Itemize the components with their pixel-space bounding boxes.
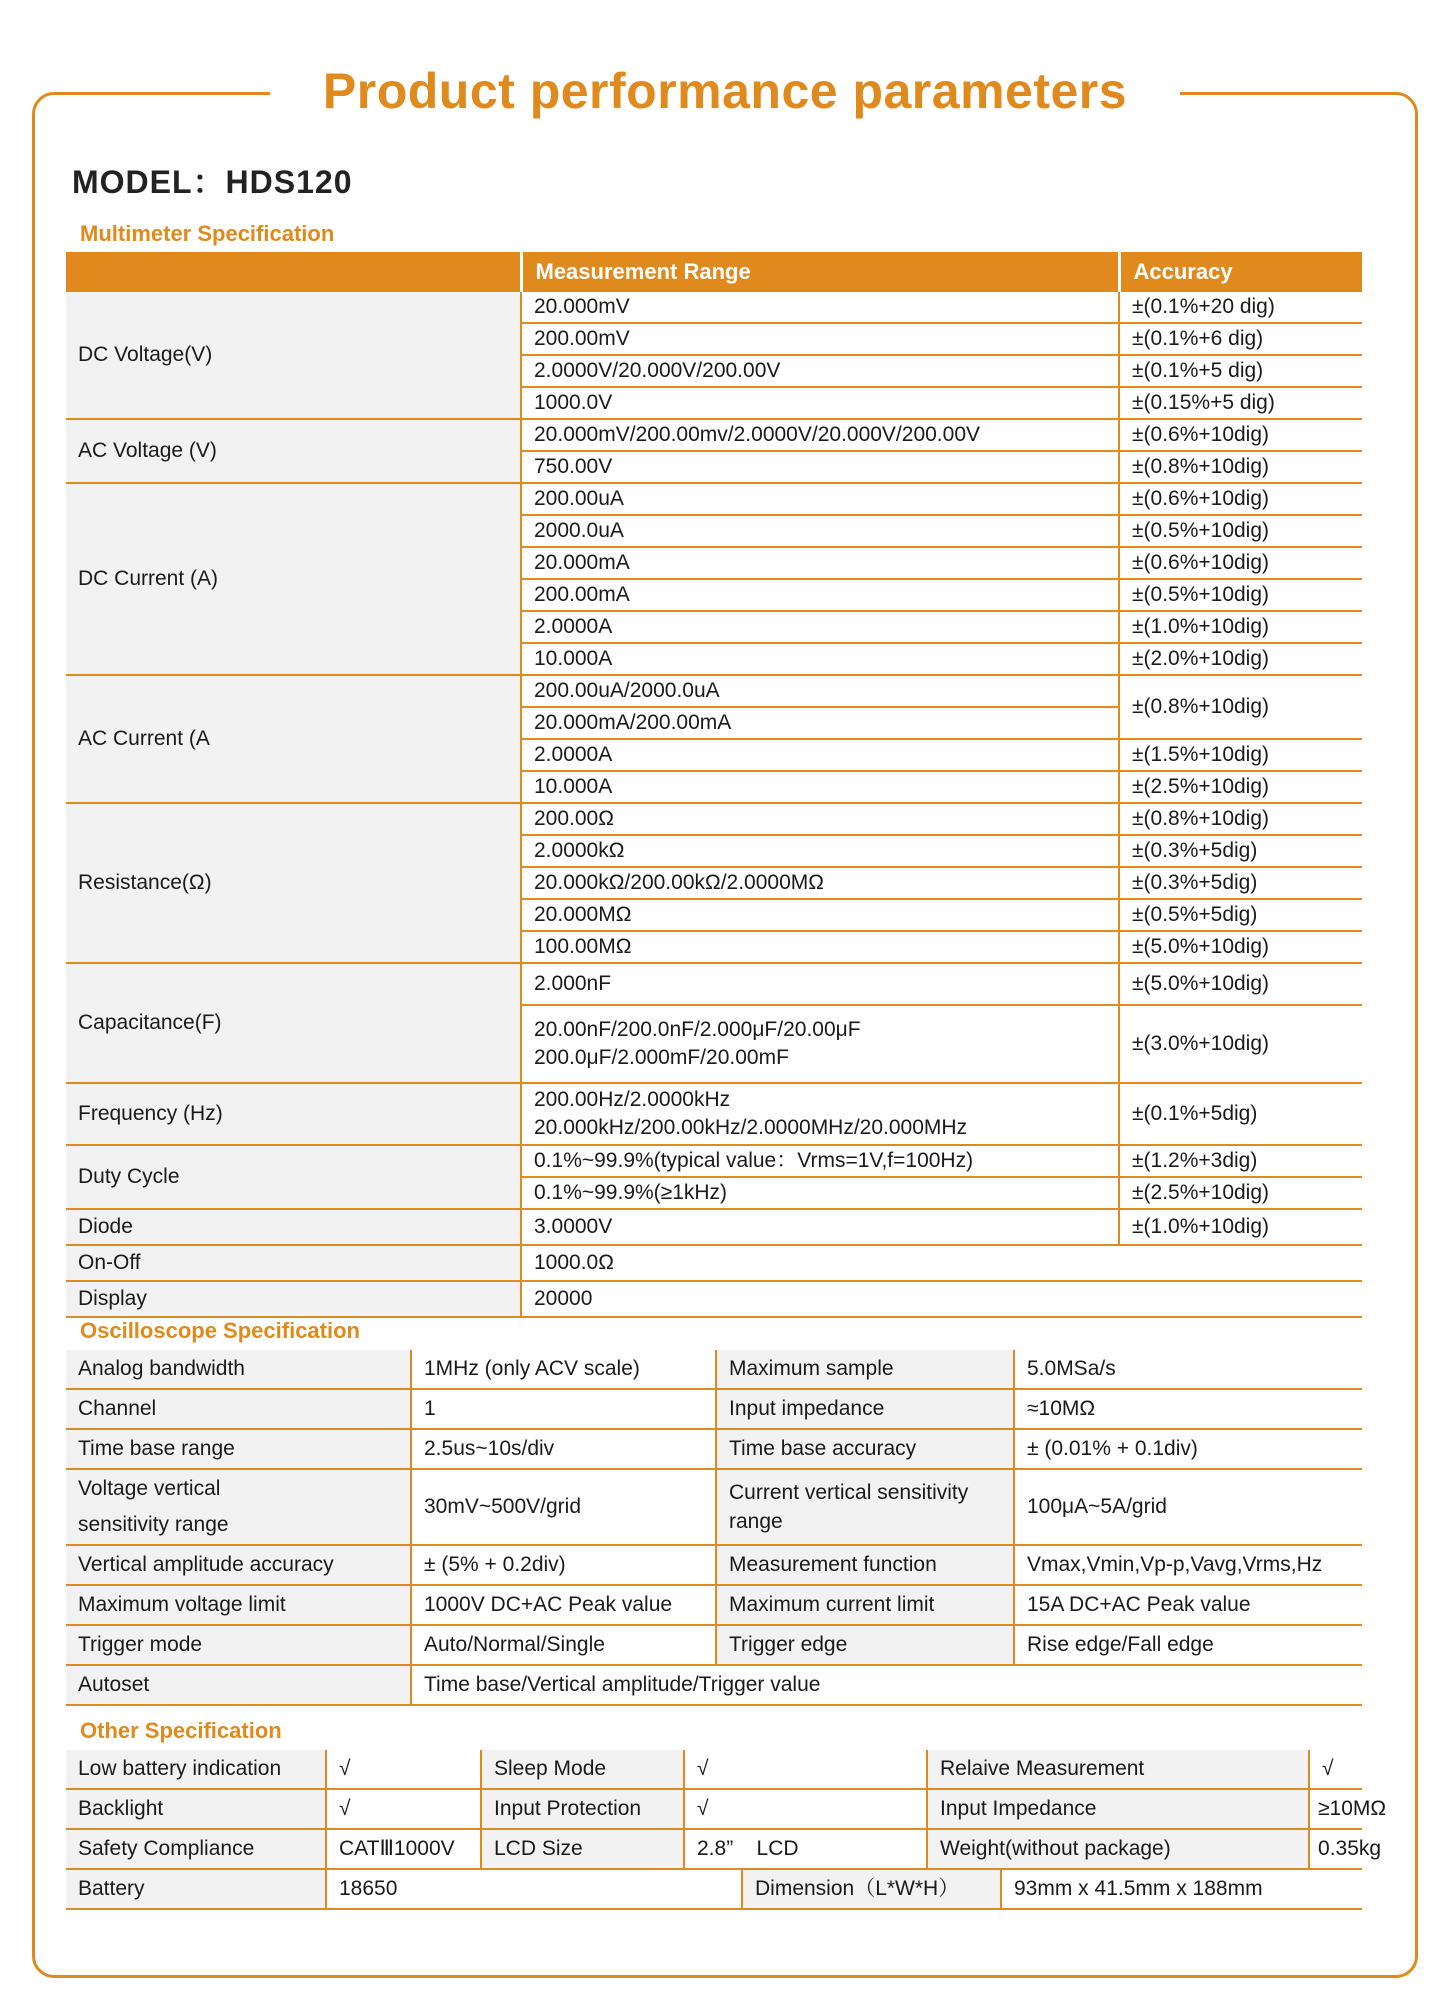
spec-value: ≈10MΩ [1014,1389,1362,1429]
range-cell: 200.00mV [521,323,1119,355]
accuracy-cell: ±(0.8%+10dig) [1119,803,1362,835]
table-header-row [66,252,1362,292]
accuracy-cell: ±(1.2%+3dig) [1119,1145,1362,1177]
page-title: Product performance parameters [322,63,1128,119]
spec-label: Channel [66,1389,411,1429]
table-row [66,1469,1362,1545]
multimeter-section-title: Multimeter Specification [80,221,335,246]
spec-label: Autoset [66,1665,411,1705]
spec-label: Trigger mode [66,1625,411,1665]
accuracy-cell: ±(0.6%+10dig) [1119,483,1362,515]
accuracy-cell: ±(0.5%+10dig) [1119,579,1362,611]
label-line: Current vertical sensitivity [729,1481,969,1504]
range-cell: 200.00mA [521,579,1119,611]
table-row [66,483,1362,515]
row-label: AC Voltage (V) [66,419,521,483]
spec-value: Time base/Vertical amplitude/Trigger value [411,1665,1362,1705]
spec-label: Time base range [66,1429,411,1469]
spec-value: 1000V DC+AC Peak value [411,1585,716,1625]
oscilloscope-table [66,1350,1362,1706]
table-row [66,675,1362,707]
range-cell: 2.0000A [521,611,1119,643]
header-blank [66,252,521,292]
spec-label: Analog bandwidth [66,1350,411,1389]
range-cell: 10.000A [521,643,1119,675]
spec-label: Safety Compliance [66,1829,326,1869]
spec-value: 0.35kg [1309,1829,1362,1869]
table-row [66,1245,1362,1281]
range-cell: 2.0000V/20.000V/200.00V [521,355,1119,387]
spec-value: Vmax,Vmin,Vp-p,Vavg,Vrms,Hz [1014,1545,1362,1585]
range-cell: 2.0000A [521,739,1119,771]
spec-label: Input Impedance [927,1789,1309,1829]
spec-value: √ [684,1789,927,1829]
row-label: Duty Cycle [66,1145,521,1209]
accuracy-cell: ±(3.0%+10dig) [1119,1005,1362,1083]
range-cell: 0.1%~99.9%(typical value：Vrms=1V,f=100Hz) [521,1145,1119,1177]
spec-label: Sleep Mode [481,1750,684,1789]
label-line: range [729,1510,783,1533]
accuracy-cell: ±(1.0%+10dig) [1119,611,1362,643]
table-row [66,1429,1362,1469]
table-row [66,1209,1362,1245]
table-row [66,1750,1362,1789]
accuracy-cell: ±(2.5%+10dig) [1119,771,1362,803]
accuracy-cell: ±(0.5%+5dig) [1119,899,1362,931]
row-label: AC Current (A [66,675,521,803]
range-cell: 20.000mA [521,547,1119,579]
table-row [66,1350,1362,1389]
accuracy-cell: ±(0.1%+5 dig) [1119,355,1362,387]
spec-value: Auto/Normal/Single [411,1625,716,1665]
spec-value: Rise edge/Fall edge [1014,1625,1362,1665]
spec-value: √ [1309,1750,1362,1789]
spec-label [66,1469,411,1545]
table-row [66,963,1362,1005]
range-cell: 20.000mV [521,292,1119,323]
table-row [66,419,1362,451]
spec-label: Backlight [66,1789,326,1829]
accuracy-cell: ±(0.8%+10dig) [1119,675,1362,739]
spec-label: Relaive Measurement [927,1750,1309,1789]
spec-label: Vertical amplitude accuracy [66,1545,411,1585]
spec-label: Maximum sample [716,1350,1014,1389]
spec-label: Time base accuracy [716,1429,1014,1469]
table-row [66,1281,1362,1317]
spec-label: Maximum current limit [716,1585,1014,1625]
spec-value: 2.8” LCD [684,1829,927,1869]
multimeter-table [66,252,1362,1318]
spec-value: 93mm x 41.5mm x 188mm [1001,1869,1362,1909]
range-cell: 0.1%~99.9%(≥1kHz) [521,1177,1119,1209]
table-row [66,1083,1362,1145]
spec-value: 5.0MSa/s [1014,1350,1362,1389]
range-line: 20.00nF/200.0nF/2.000μF/20.00μF [534,1018,861,1041]
range-cell [521,1083,1119,1145]
label-line: Voltage vertical [78,1477,221,1500]
range-cell: 200.00uA/2000.0uA [521,675,1119,707]
table-row [66,1145,1362,1177]
table-row [66,1389,1362,1429]
range-cell: 750.00V [521,451,1119,483]
range-cell: 1000.0V [521,387,1119,419]
range-cell [521,1005,1119,1083]
accuracy-cell: ±(1.0%+10dig) [1119,1209,1362,1245]
value-cell: 20000 [521,1281,1362,1317]
spec-value: √ [326,1750,481,1789]
range-line: 20.000kHz/200.00kHz/2.0000MHz/20.000MHz [534,1116,968,1139]
accuracy-cell: ±(0.1%+6 dig) [1119,323,1362,355]
accuracy-cell: ±(5.0%+10dig) [1119,931,1362,963]
range-cell: 10.000A [521,771,1119,803]
row-label: Capacitance(F) [66,963,521,1083]
range-line: 200.00Hz/2.0000kHz [534,1088,731,1111]
row-label: Resistance(Ω) [66,803,521,963]
range-cell: 20.000MΩ [521,899,1119,931]
table-row [66,1829,1362,1869]
range-cell: 20.000mV/200.00mv/2.0000V/20.000V/200.00V [521,419,1119,451]
table-row [66,1625,1362,1665]
value-cell: 1000.0Ω [521,1245,1362,1281]
spec-value: √ [684,1750,927,1789]
accuracy-cell: ±(5.0%+10dig) [1119,963,1362,1005]
spec-label: Input Protection [481,1789,684,1829]
range-cell: 3.0000V [521,1209,1119,1245]
spec-label: Weight(without package) [927,1829,1309,1869]
header-accuracy: Accuracy [1119,252,1362,292]
oscilloscope-section-title: Oscilloscope Specification [80,1318,360,1343]
range-cell: 20.000mA/200.00mA [521,707,1119,739]
spec-value: ± (0.01% + 0.1div) [1014,1429,1362,1469]
range-cell: 200.00Ω [521,803,1119,835]
range-cell: 200.00uA [521,483,1119,515]
spec-label: Maximum voltage limit [66,1585,411,1625]
accuracy-cell: ±(0.6%+10dig) [1119,547,1362,579]
spec-value: 18650 [326,1869,742,1909]
accuracy-cell: ±(0.3%+5dig) [1119,867,1362,899]
spec-value: 15A DC+AC Peak value [1014,1585,1362,1625]
spec-value: ± (5% + 0.2div) [411,1545,716,1585]
table-row [66,292,1362,323]
range-cell: 2.0000kΩ [521,835,1119,867]
spec-label: Low battery indication [66,1750,326,1789]
range-cell: 20.000kΩ/200.00kΩ/2.0000MΩ [521,867,1119,899]
spec-label: Input impedance [716,1389,1014,1429]
accuracy-cell: ±(0.15%+5 dig) [1119,387,1362,419]
accuracy-cell: ±(0.3%+5dig) [1119,835,1362,867]
accuracy-cell: ±(0.5%+10dig) [1119,515,1362,547]
spec-label: Measurement function [716,1545,1014,1585]
spec-label: Dimension（L*W*H） [742,1869,1001,1909]
row-label: Diode [66,1209,521,1245]
spec-value: 1MHz (only ACV scale) [411,1350,716,1389]
accuracy-cell: ±(2.5%+10dig) [1119,1177,1362,1209]
accuracy-cell: ±(0.8%+10dig) [1119,451,1362,483]
spec-value: 2.5us~10s/div [411,1429,716,1469]
title-wrap [270,58,1180,128]
table-row [66,1585,1362,1625]
spec-value: 100μA~5A/grid [1014,1469,1362,1545]
spec-label [716,1469,1014,1545]
accuracy-cell: ±(0.1%+5dig) [1119,1083,1362,1145]
row-label: On-Off [66,1245,521,1281]
spec-value: CATⅢ1000V [326,1829,481,1869]
table-row [66,1545,1362,1585]
table-row [66,1789,1362,1829]
range-cell: 100.00MΩ [521,931,1119,963]
spec-value: √ [326,1789,481,1829]
row-label: DC Current (A) [66,483,521,675]
row-label: DC Voltage(V) [66,292,521,419]
table-row [66,1665,1362,1705]
range-cell: 2.000nF [521,963,1119,1005]
other-section-title: Other Specification [80,1718,282,1743]
row-label: Frequency (Hz) [66,1083,521,1145]
spec-value: 1 [411,1389,716,1429]
model-label: MODEL：HDS120 [72,164,353,200]
other-table [66,1750,1387,1910]
label-line: sensitivity range [78,1513,229,1536]
spec-value: 30mV~500V/grid [411,1469,716,1545]
spec-label: Battery [66,1869,326,1909]
spec-label: LCD Size [481,1829,684,1869]
spec-value: ≥10MΩ [1309,1789,1362,1829]
header-range: Measurement Range [521,252,1119,292]
accuracy-cell: ±(0.1%+20 dig) [1119,292,1362,323]
table-row [66,1869,1362,1909]
spec-label: Trigger edge [716,1625,1014,1665]
table-row [66,803,1362,835]
accuracy-cell: ±(2.0%+10dig) [1119,643,1362,675]
range-line: 200.0μF/2.000mF/20.00mF [534,1046,789,1069]
accuracy-cell: ±(1.5%+10dig) [1119,739,1362,771]
accuracy-cell: ±(0.6%+10dig) [1119,419,1362,451]
row-label: Display [66,1281,521,1317]
range-cell: 2000.0uA [521,515,1119,547]
